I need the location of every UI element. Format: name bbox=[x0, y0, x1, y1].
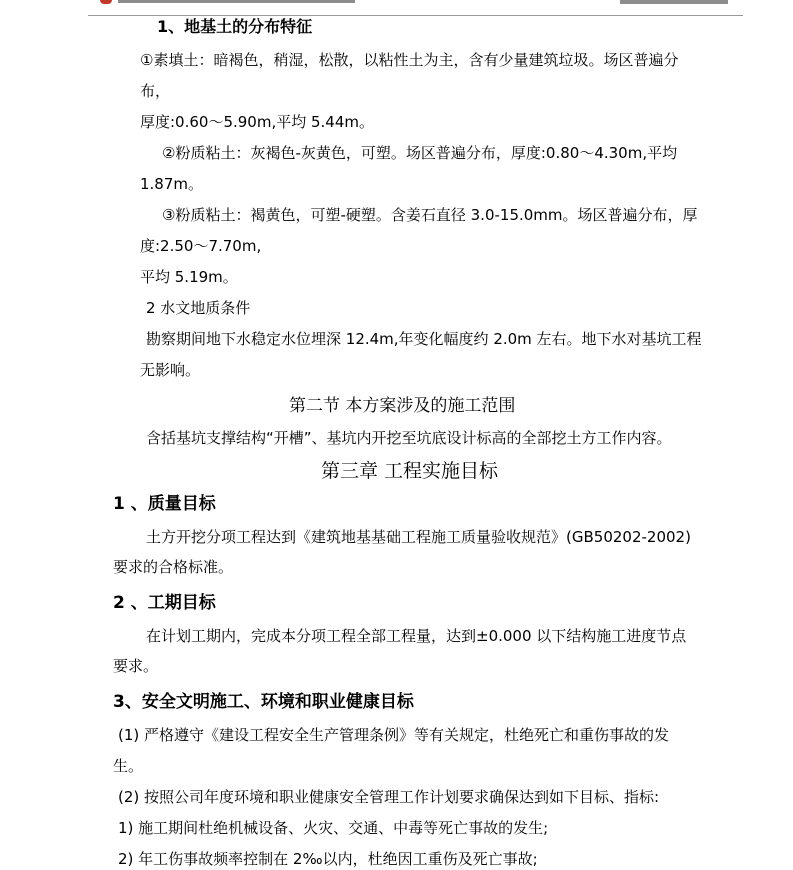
page-header-right bbox=[620, 0, 728, 4]
subsection-heading: 2 水文地质条件 bbox=[146, 299, 251, 317]
goal-heading: 1 、质量目标 bbox=[113, 494, 216, 514]
paragraph-line: 平均 5.19m。 bbox=[140, 268, 238, 286]
paragraph-line: 要求的合格标准。 bbox=[113, 558, 234, 576]
goal-heading: 3、安全文明施工、环境和职业健康目标 bbox=[113, 692, 414, 712]
chapter-title: 第三章 工程实施目标 bbox=[321, 460, 499, 482]
paragraph-line: 勘察期间地下水稳定水位埋深 12.4m,年变化幅度约 2.0m 左右。地下水对基坑工程 bbox=[146, 330, 702, 348]
header-left-text bbox=[118, 0, 355, 3]
paragraph-line: 度:2.50～7.70m, bbox=[140, 237, 262, 255]
paragraph-line: 布， bbox=[140, 82, 171, 100]
subsection-heading: 1、地基土的分布特征 bbox=[157, 17, 313, 36]
paragraph-line: ③粉质粘土：褐黄色，可塑-硬塑。含姜石直径 3.0-15.0mm。场区普遍分布，厚 bbox=[162, 206, 698, 224]
page-header-left bbox=[100, 0, 355, 6]
list-item: 1) 施工期间杜绝机械设备、火灾、交通、中毒等死亡事故的发生; bbox=[118, 819, 549, 837]
paragraph-line: 生。 bbox=[113, 757, 144, 775]
list-item: (2) 按照公司年度环境和职业健康安全管理工作计划要求确保达到如下目标、指标: bbox=[118, 788, 660, 806]
paragraph-line: 含括基坑支撑结构“开槽”、基坑内开挖至坑底设计标高的全部挖土方工作内容。 bbox=[146, 429, 672, 447]
paragraph-line: 厚度:0.60～5.90m,平均 5.44m。 bbox=[140, 113, 375, 131]
paragraph-line: 要求。 bbox=[113, 657, 159, 675]
paragraph-line: 土方开挖分项工程达到《建筑地基基础工程施工质量验收规范》(GB50202-2002) bbox=[146, 528, 691, 546]
header-rule bbox=[88, 15, 743, 16]
paragraph-line: ②粉质粘土：灰褐色-灰黄色，可塑。场区普遍分布，厚度:0.80～4.30m,平均 bbox=[162, 144, 678, 162]
paragraph-line: 无影响。 bbox=[140, 361, 201, 379]
goal-heading: 2 、工期目标 bbox=[113, 593, 216, 613]
section-title: 第二节 本方案涉及的施工范围 bbox=[289, 396, 516, 416]
header-mark-icon bbox=[100, 0, 112, 4]
paragraph-line: 1.87m。 bbox=[140, 175, 204, 193]
list-item: (1) 严格遵守《建设工程安全生产管理条例》等有关规定，杜绝死亡和重伤事故的发 bbox=[118, 726, 670, 744]
paragraph-line: ①素填土：暗褐色，稍湿，松散，以粘性土为主，含有少量建筑垃圾。场区普遍分 bbox=[140, 51, 679, 69]
paragraph-line: 在计划工期内，完成本分项工程全部工程量，达到±0.000 以下结构施工进度节点 bbox=[146, 627, 687, 645]
list-item: 2) 年工伤事故频率控制在 2‰以内，杜绝因工重伤及死亡事故; bbox=[118, 850, 538, 868]
